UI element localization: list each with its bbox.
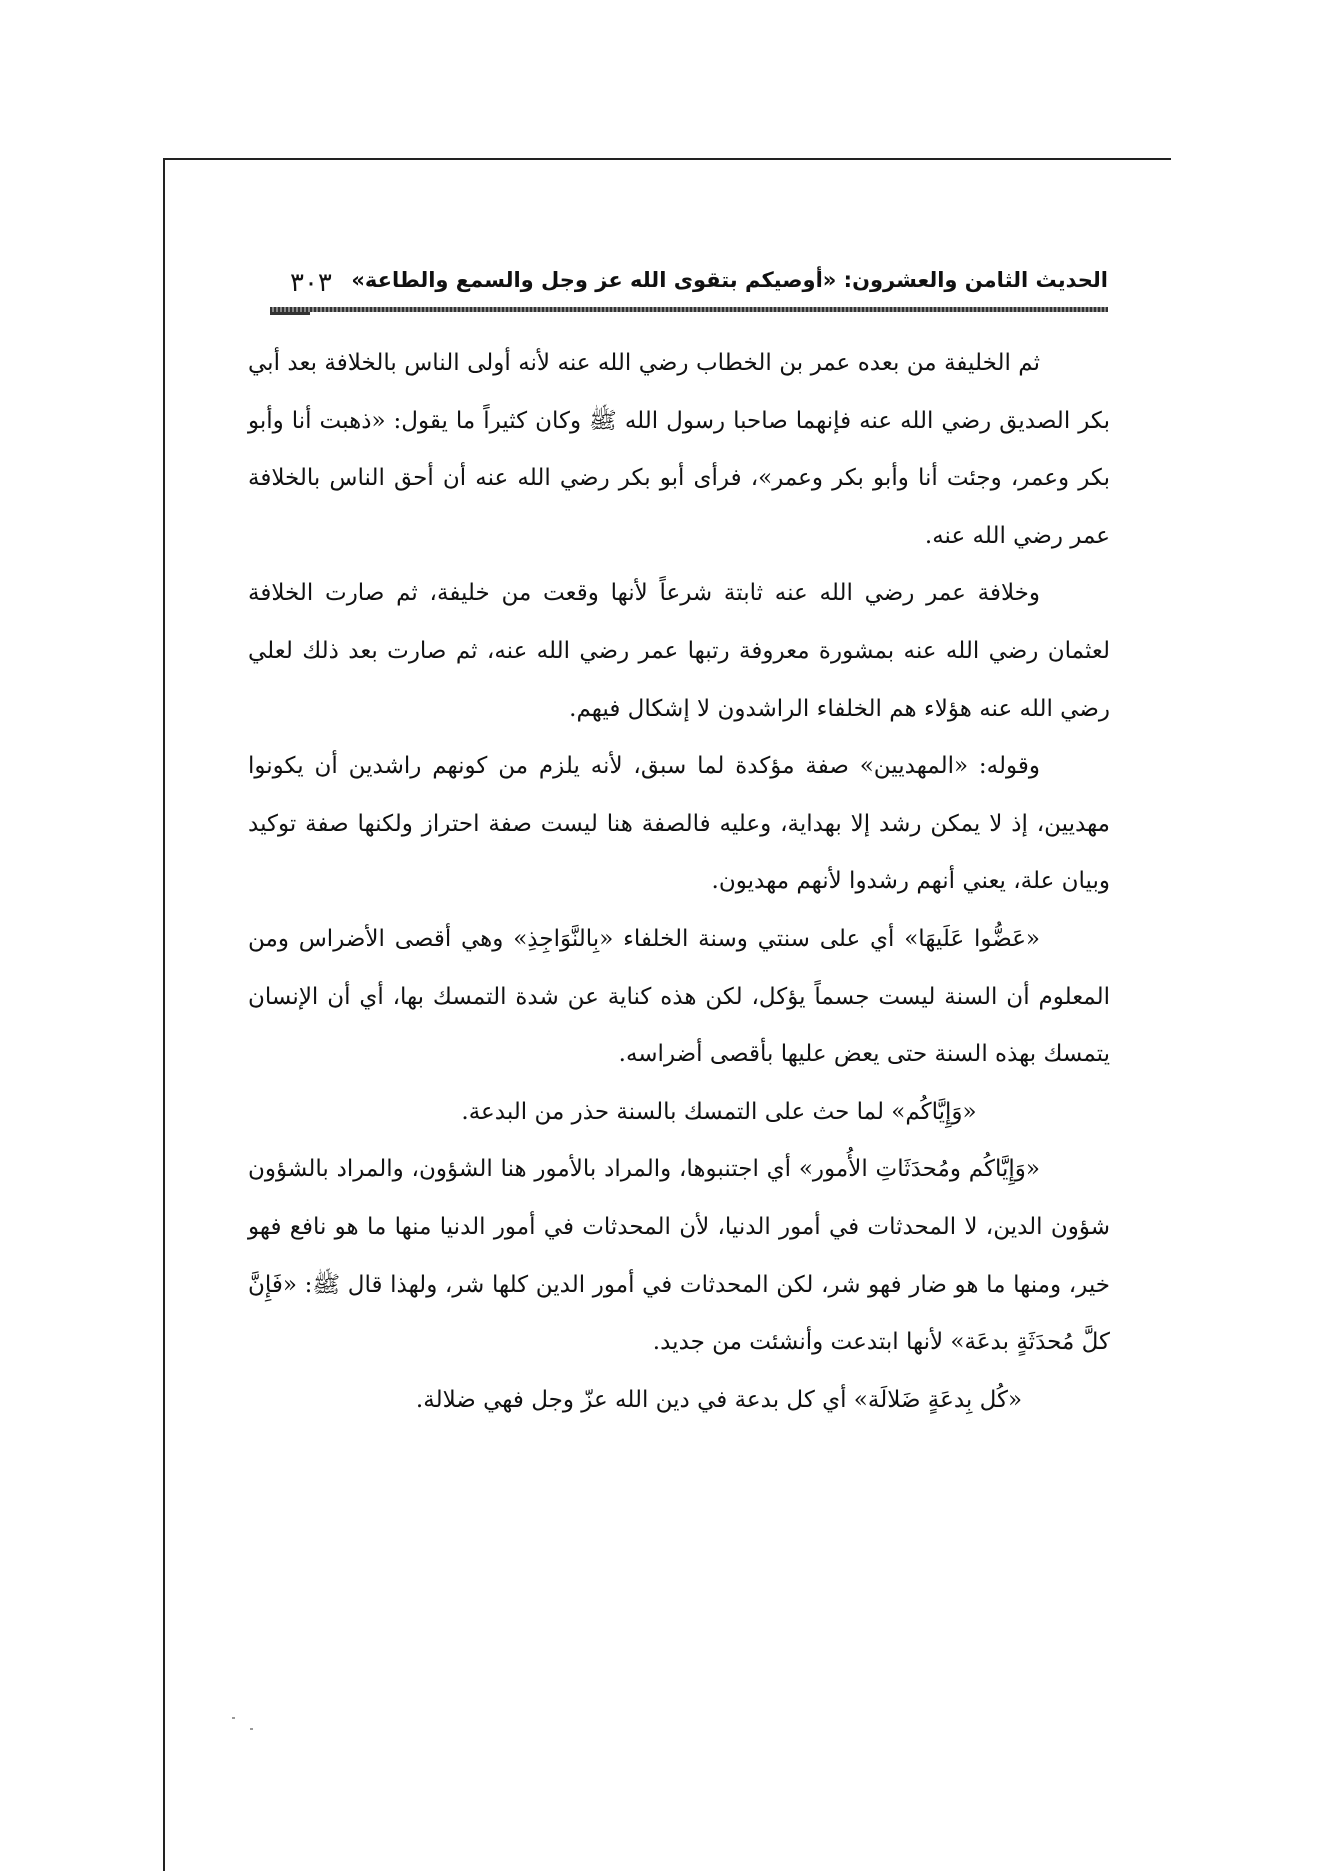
- page-border-top: [163, 158, 1171, 160]
- paragraph-molars: «عَضُّوا عَلَيهَا» أي على سنتي وسنة الخلفاء «بِالنَّوَاجِذِ» وهي أقصى الأضراس ومن المعلوم أن السنة ليست جسماً يؤكل، لكن هذه كناية عن شدة التمسك بها، أي أن الإنسان يتمسك بهذه السنة حتى يعض عليها بأقصى أضراسه.: [248, 925, 1110, 1068]
- scan-speck: [232, 1717, 235, 1719]
- header-divider-short: [270, 312, 310, 315]
- paragraph-al-mahdiyyin: وقوله: «المهديين» صفة مؤكدة لما سبق، لأنه يلزم من كونهم راشدين أن يكونوا مهديين، إذ لا يمكن رشد إلا بهداية، وعليه فالصفة هنا ليست صفة احتراز ولكنها صفة توكيد وبيان علة، يعني أنهم رشدوا لأنهم مهديون.: [248, 753, 1110, 895]
- running-header: [270, 268, 1108, 318]
- paragraph-misguidance: «كُل بِدعَةٍ ضَلالَة» أي كل بدعة في دين الله عزّ وجل فهي ضلالة.: [415, 1386, 1023, 1413]
- paragraph-succession: وخلافة عمر رضي الله عنه ثابتة شرعاً لأنها وقعت من خليفة، ثم صارت الخلافة لعثمان رضي الله عنه بمشورة معروفة رتبها عمر رضي الله عنه، ثم صارت بعد ذلك لعلي رضي الله عنه هؤلاء هم الخلفاء الراشدون لا إشكال فيهم.: [248, 580, 1110, 722]
- page-border-left: [163, 158, 165, 1871]
- paragraph-beware: «وَإِيَّاكُم» لما حث على التمسك بالسنة حذر من البدعة.: [461, 1098, 977, 1125]
- header-title: الحديث الثامن والعشرون: «أوصيكم بتقوى الله عز وجل والسمع والطاعة»: [351, 268, 1108, 292]
- header-divider: [270, 307, 1108, 312]
- scan-speck: [250, 1728, 253, 1730]
- paragraph-caliph-umar: ثم الخليفة من بعده عمر بن الخطاب رضي الله عنه لأنه أولى الناس بالخلافة بعد أبي بكر الصديق رضي الله عنه فإنهما صاحبا رسول الله ﷺ وكان كثيراً ما يقول: «ذهبت أنا وأبو بكر وعمر، وجئت أنا وأبو بكر وعمر»، فرأى أبو بكر رضي الله عنه أن أحق الناس بالخلافة عمر رضي الله عنه.: [248, 350, 1110, 549]
- page-number: ٣٠٣: [290, 268, 332, 298]
- body-text: [248, 335, 1110, 1429]
- paragraph-innovations: «وَإِيَّاكُم ومُحدَثَاتِ الأُمور» أي اجتنبوها، والمراد بالأمور هنا الشؤون، والمراد بالشؤون شؤون الدين، لا المحدثات في أمور الدنيا، لأن المحدثات في أمور الدنيا منها ما هو نافع فهو خير، ومنها ما هو ضار فهو شر، لكن المحدثات في أمور الدين كلها شر، ولهذا قال ﷺ: «فَإِنَّ كلَّ مُحدَثَةٍ بدعَة» لأنها ابتدعت وأنشئت من جديد.: [248, 1156, 1110, 1356]
